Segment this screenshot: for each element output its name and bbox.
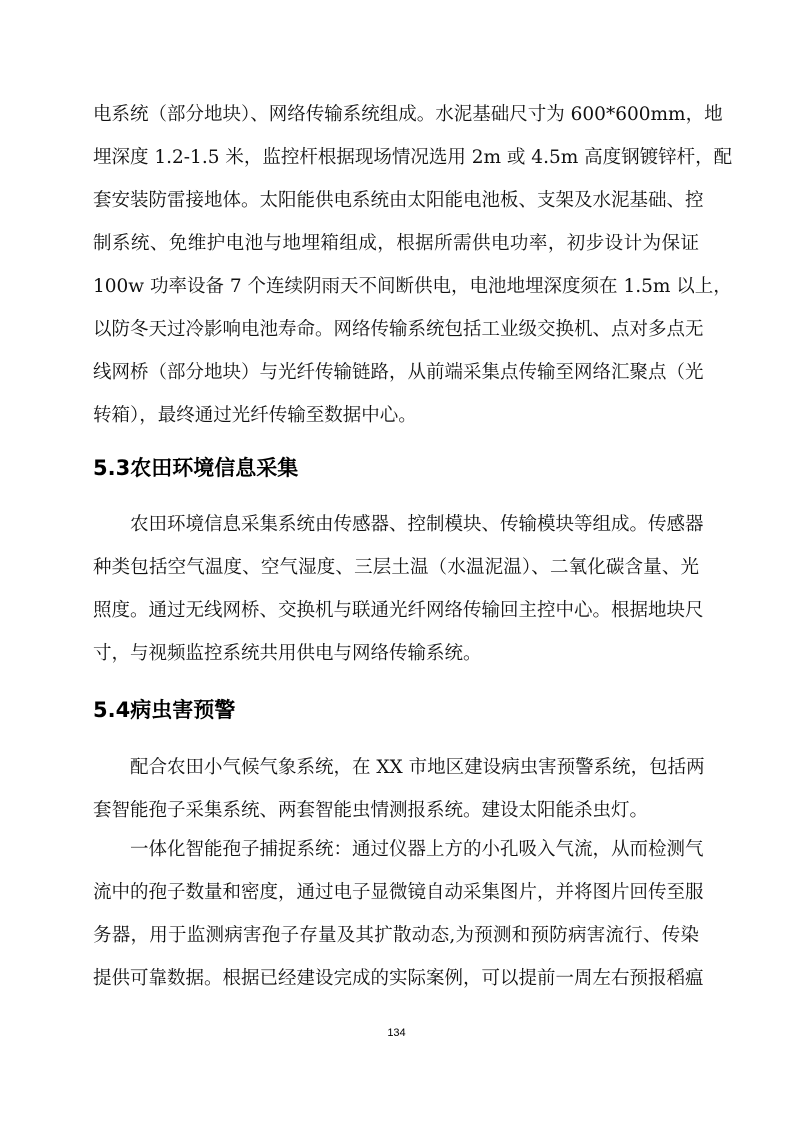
text-line: 套智能孢子采集系统、两套智能虫情测报系统。建设太阳能杀虫灯。 (93, 800, 649, 821)
text-line: 线网桥（部分地块）与光纤传输链路，从前端采集点传输至网络汇聚点（光 (93, 362, 704, 383)
page-number: 134 (387, 1027, 406, 1039)
text-line: 务器，用于监测病害孢子存量及其扩散动态,为预测和预防病害流行、传染 (93, 925, 699, 946)
text-line: 照度。通过无线网桥、交换机与联通光纤网络传输回主控中心。根据地块尺 (93, 600, 704, 621)
text-line: 以防冬天过冷影响电池寿命。网络传输系统包括工业级交换机、点对多点无 (93, 319, 704, 340)
text-line: 农田环境信息采集系统由传感器、控制模块、传输模块等组成。传感器 (93, 514, 704, 535)
text-line: 配合农田小气候气象系统，在 XX 市地区建设病虫害预警系统，包括两 (93, 757, 705, 778)
text-line: 电系统（部分地块）、网络传输系统组成。水泥基础尺寸为 600*600mm，地 (93, 104, 723, 125)
section-heading-5-3: 5.3农田环境信息采集 (93, 456, 299, 480)
text-line: 提供可靠数据。根据已经建设完成的实际案例，可以提前一周左右预报稻瘟 (93, 968, 704, 989)
text-line: 100w 功率设备 7 个连续阴雨天不间断供电，电池地埋深度须在 1.5m 以上， (93, 276, 732, 297)
text-line: 流中的孢子数量和密度，通过电子显微镜自动采集图片，并将图片回传至服 (93, 882, 704, 903)
text-line: 种类包括空气温度、空气湿度、三层土温（水温泥温）、二氧化碳含量、光 (93, 557, 699, 578)
text-line: 埋深度 1.2-1.5 米，监控杆根据现场情况选用 2m 或 4.5m 高度钢镀锌杆，配 (93, 147, 733, 168)
text-line: 制系统、免维护电池与地埋箱组成，根据所需供电功率，初步设计为保证 (93, 233, 699, 254)
text-line: 寸，与视频监控系统共用供电与网络传输系统。 (93, 643, 482, 664)
text-line: 转箱），最终通过光纤传输至数据中心。 (93, 405, 417, 426)
text-line: 套安装防雷接地体。太阳能供电系统由太阳能电池板、支架及水泥基础、控 (93, 190, 704, 211)
text-line: 一体化智能孢子捕捉系统：通过仪器上方的小孔吸入气流，从而检测气 (93, 839, 704, 860)
section-heading-5-4: 5.4病虫害预警 (93, 698, 236, 722)
